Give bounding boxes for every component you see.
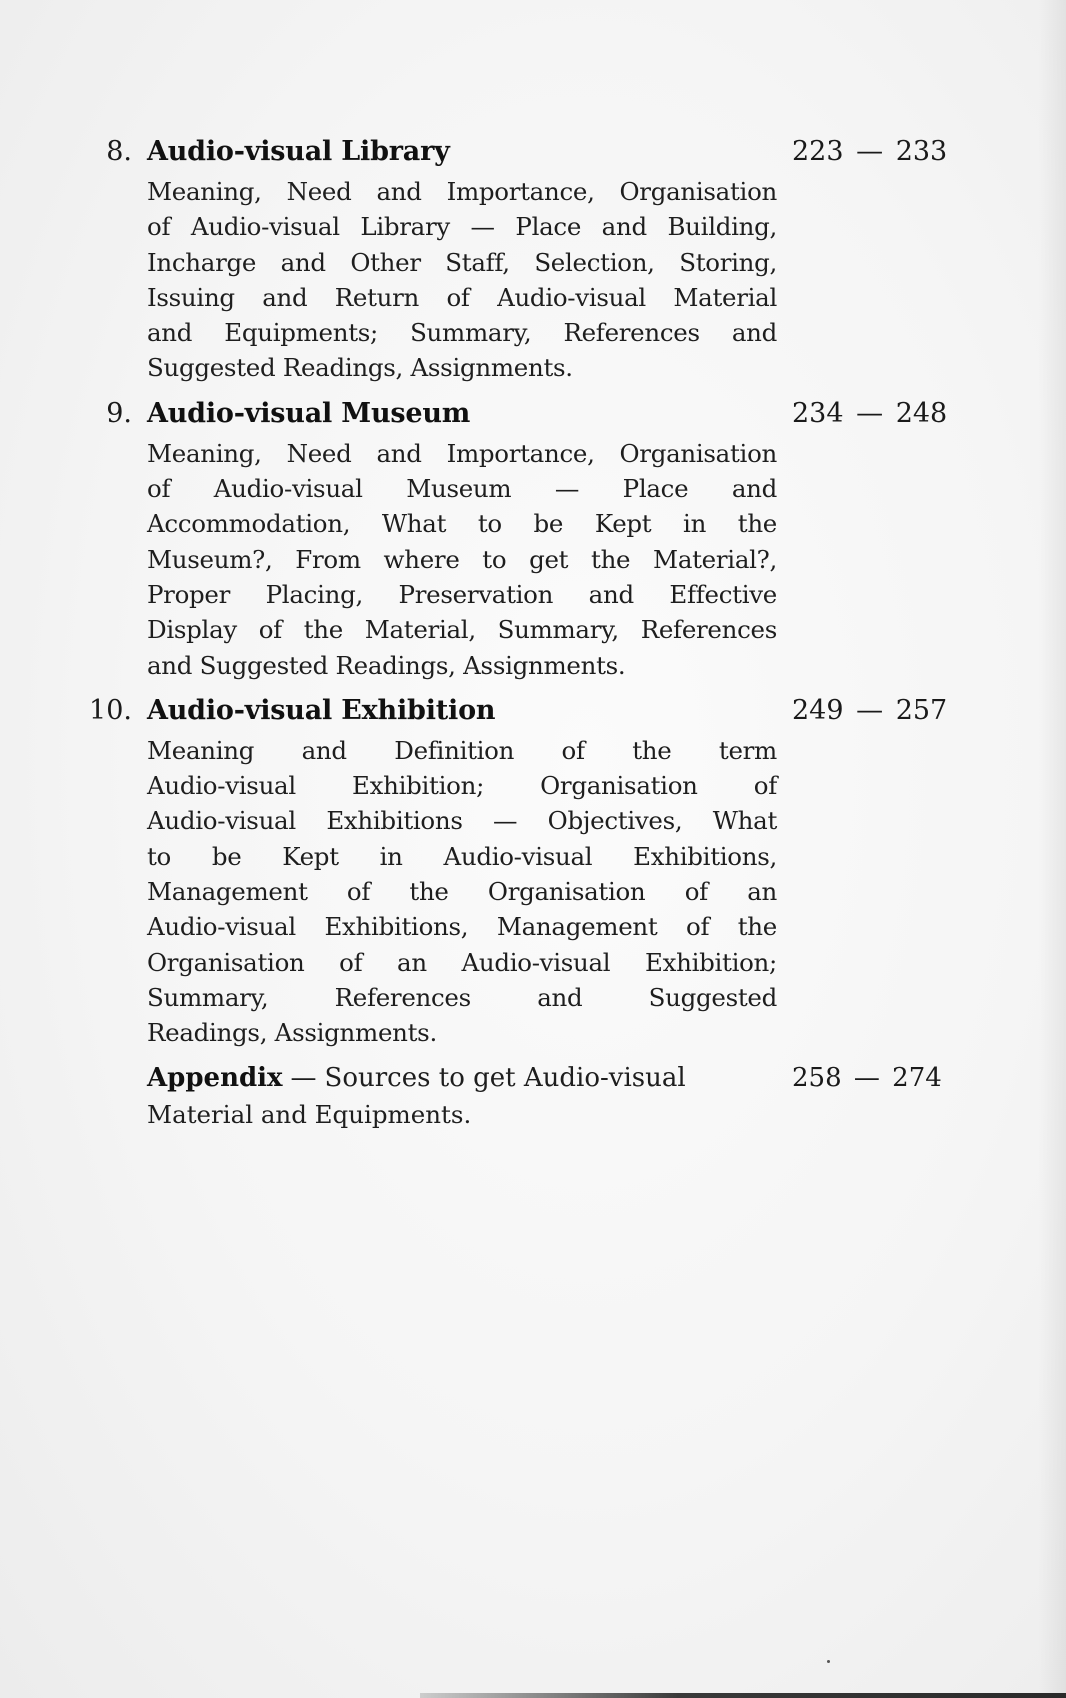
page-range: 234 — 248 xyxy=(792,397,948,429)
chapter-title: Audio-visual Museum xyxy=(147,397,471,429)
page-range: 249 — 257 xyxy=(792,694,948,726)
chapter-title: Audio-visual Library xyxy=(147,136,450,167)
appendix-title: Appendix xyxy=(147,1062,283,1093)
description-line: to be Kept in Audio-visual Exhibitions, xyxy=(147,841,777,871)
description-line: Museum?, From where to get the Material?, xyxy=(147,544,777,574)
chapter-description xyxy=(147,436,777,683)
toc-entry-header xyxy=(0,130,1066,174)
description-line: of Audio-visual Library — Place and Building, xyxy=(147,212,777,242)
description-line: Organisation of an Audio-visual Exhibition; xyxy=(147,947,777,977)
description-line: Audio-visual Exhibitions, Management of the xyxy=(147,912,777,942)
description-line: Audio-visual Exhibition; Organisation of xyxy=(147,771,777,801)
toc-entry-9 xyxy=(0,392,1066,683)
description-line: Display of the Material, Summary, References xyxy=(147,615,777,645)
toc-entry-header xyxy=(0,392,1066,436)
appendix-description: Sources to get Audio-visual xyxy=(324,1062,686,1093)
table-of-contents xyxy=(0,130,1066,1132)
chapter-description xyxy=(147,733,777,1051)
chapter-description xyxy=(147,174,777,386)
description-line: and Suggested Readings, Assignments. xyxy=(147,650,626,680)
description-line: Readings, Assignments. xyxy=(147,1018,437,1048)
description-line: Meaning, Need and Importance, Organisation xyxy=(147,438,777,468)
description-line: Management of the Organisation of an xyxy=(147,877,777,907)
description-line: Meaning and Definition of the term xyxy=(147,735,777,765)
paper-speck xyxy=(827,1660,830,1663)
chapter-title: Audio-visual Exhibition xyxy=(147,694,496,726)
description-line: Incharge and Other Staff, Selection, Storing, xyxy=(147,247,777,277)
toc-entry-8 xyxy=(0,130,1066,386)
description-line: Issuing and Return of Audio-visual Material xyxy=(147,282,777,312)
page-range: 223 — 233 xyxy=(792,136,948,167)
appendix-description-continued: Material and Equipments. xyxy=(147,1099,472,1129)
chapter-number: 10. xyxy=(89,694,132,726)
description-line: Accommodation, What to be Kept in the xyxy=(147,509,777,539)
description-line: Suggested Readings, Assignments. xyxy=(147,353,573,383)
description-line: and Equipments; Summary, References and xyxy=(147,318,777,348)
page-edge-bottom xyxy=(420,1693,1066,1698)
appendix-header xyxy=(147,1061,957,1097)
chapter-number: 9. xyxy=(106,397,132,429)
chapter-number: 8. xyxy=(106,136,132,167)
description-line: Proper Placing, Preservation and Effective xyxy=(147,579,777,609)
toc-entry-header xyxy=(0,689,1066,733)
appendix-separator: — xyxy=(290,1062,317,1093)
description-line: Audio-visual Exhibitions — Objectives, What xyxy=(147,806,777,836)
description-line: Meaning, Need and Importance, Organisation xyxy=(147,177,777,206)
toc-entry-10 xyxy=(0,689,1066,1051)
page-range: 258 — 274 xyxy=(792,1062,942,1093)
description-line: Summary, References and Suggested xyxy=(147,982,777,1012)
toc-appendix xyxy=(147,1061,957,1132)
description-line: of Audio-visual Museum — Place and xyxy=(147,474,777,504)
